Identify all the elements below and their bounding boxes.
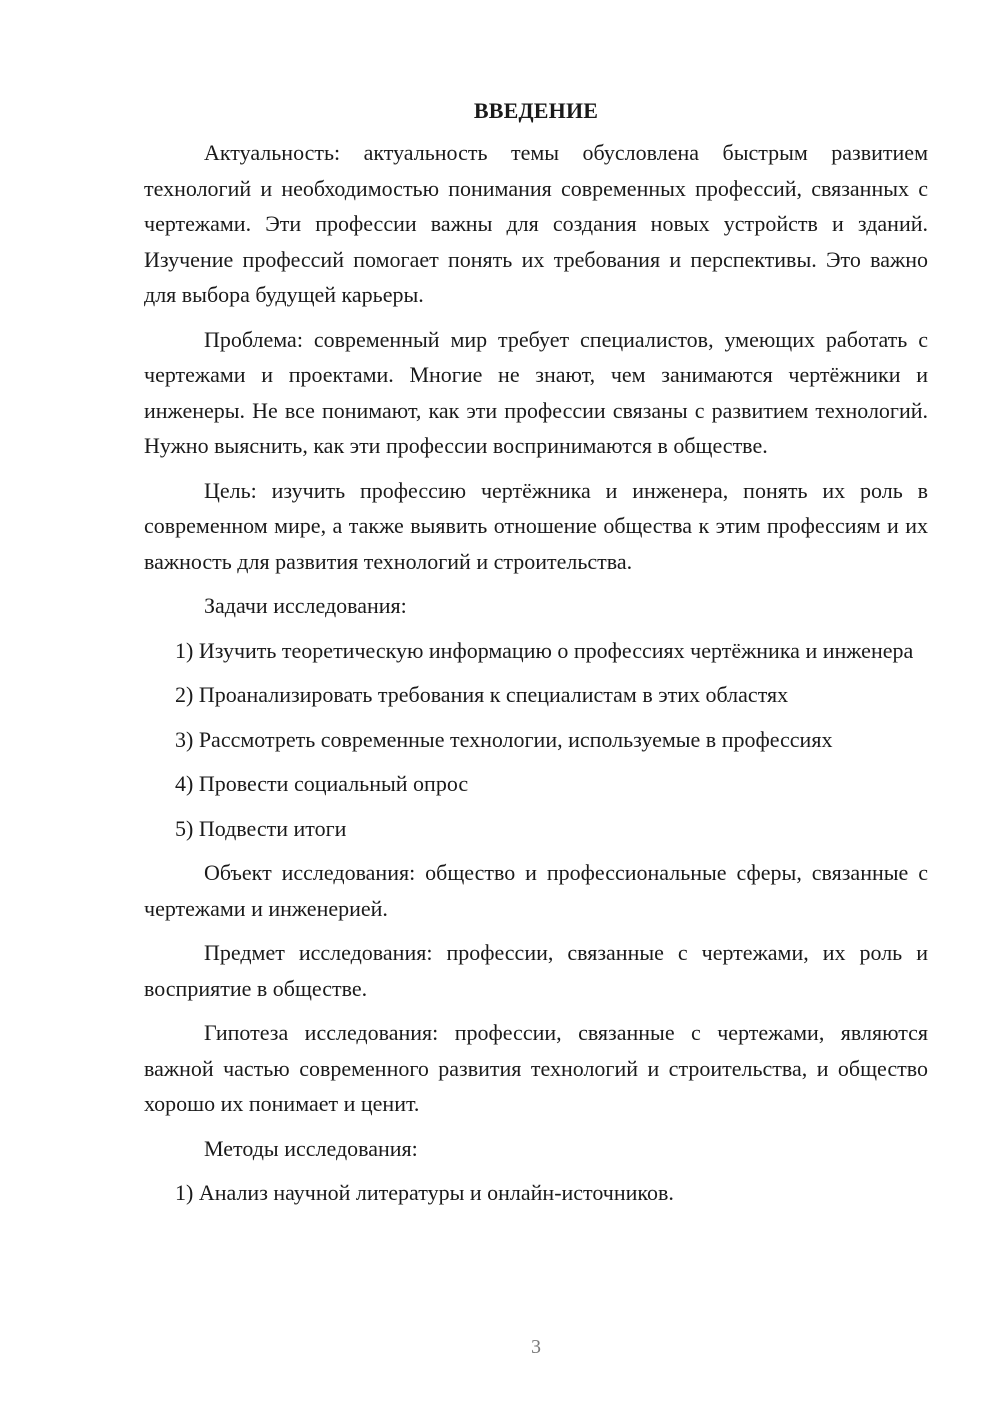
task-item-4: 4) Провести социальный опрос [175, 771, 469, 796]
paragraph-relevance: Актуальность: актуальность темы обусловлена быстрым развитием технологий и необходимостью понимания современных профессий, связанных с чертежами. Эти профессии важны для создания новых устройств и зданий. Изучение профессий помогает понять их требования и перспективы. Это важно для выбора будущей карьеры. [144, 140, 928, 307]
paragraph-hypothesis: Гипотеза исследования: профессии, связанные с чертежами, являются важной частью современного развития технологий и строительства, и общество хорошо их понимает и ценит. [144, 1020, 928, 1116]
page-number: 3 [531, 1336, 541, 1358]
tasks-heading: Задачи исследования: [204, 593, 407, 618]
page-content [144, 96, 928, 1220]
task-item-5: 5) Подвести итоги [175, 815, 347, 841]
method-item-1: 1) Анализ научной литературы и онлайн-источников. [175, 1180, 674, 1205]
task-item-3: 3) Рассмотреть современные технологии, используемые в профессиях [175, 726, 833, 752]
paragraph-problem: Проблема: современный мир требует специалистов, умеющих работать с чертежами и проектами. Многие не знают, чем занимаются чертёжники и инженеры. Не все понимают, как эти профессии связаны с развитием технологий. Нужно выяснить, как эти профессии воспринимаются в обществе. [144, 326, 928, 458]
methods-heading: Методы исследования: [204, 1135, 418, 1161]
task-item-1: 1) Изучить теоретическую информацию о профессиях чертёжника и инженера [175, 637, 914, 663]
paragraph-object: Объект исследования: общество и профессиональные сферы, связанные с чертежами и инженерией. [144, 860, 928, 921]
section-title: ВВЕДЕНИЕ [473, 98, 599, 123]
task-item-2: 2) Проанализировать требования к специалистам в этих областях [175, 682, 789, 707]
paragraph-goal: Цель: изучить профессию чертёжника и инженера, понять их роль в современном мире, а также выявить отношение общества к этим профессиям и их важность для развития технологий и строительства. [144, 477, 928, 574]
paragraph-subject: Предмет исследования: профессии, связанные с чертежами, их роль и восприятие в обществе. [144, 940, 928, 1001]
